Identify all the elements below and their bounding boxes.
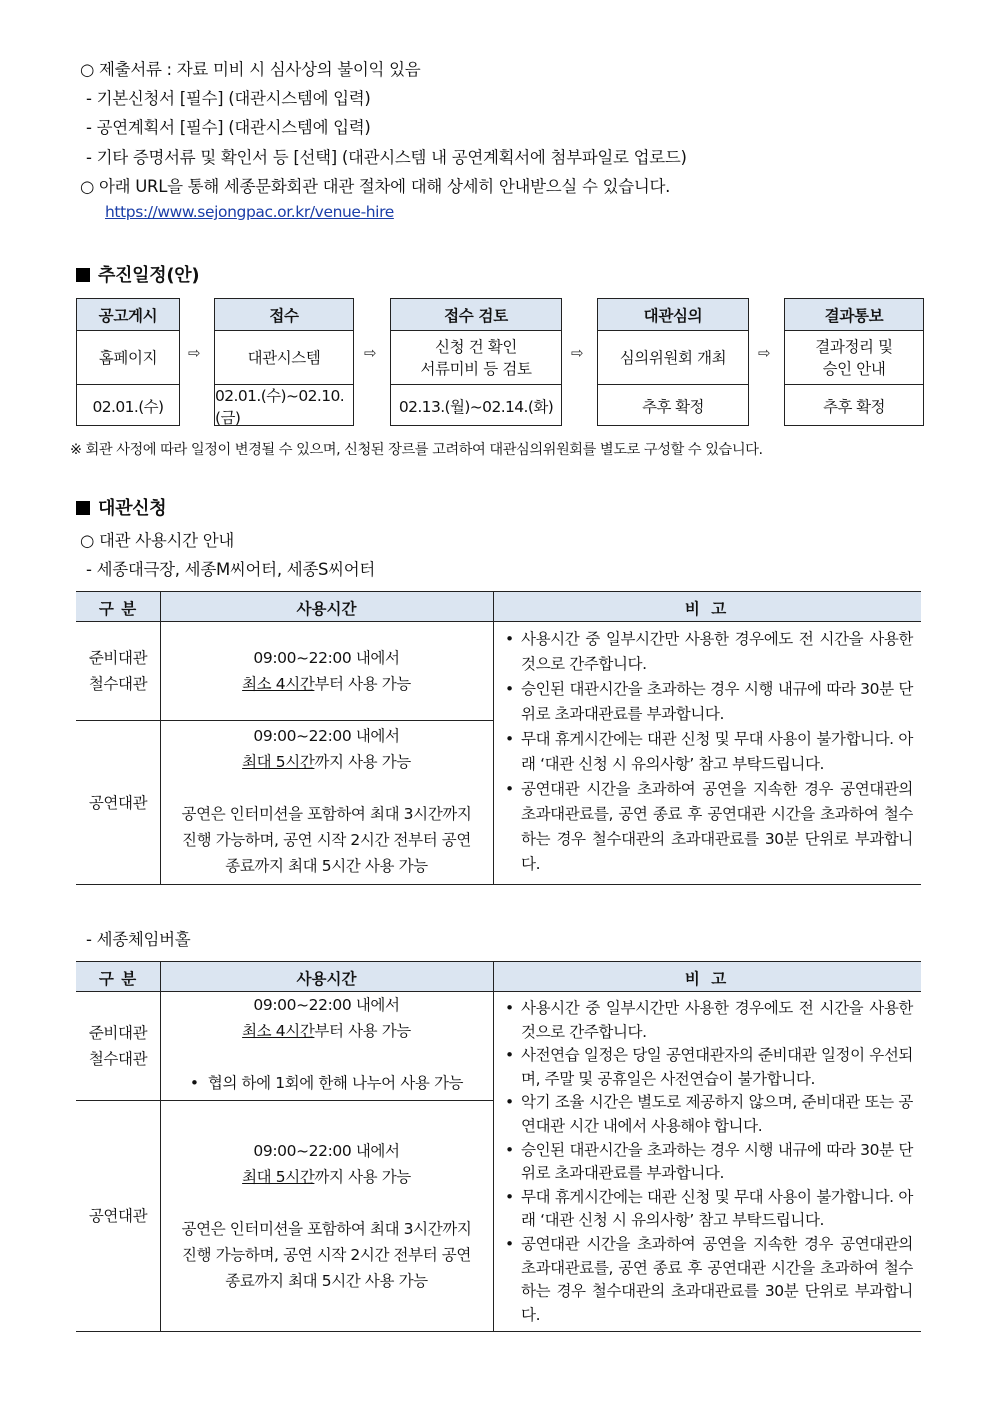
label-performance: 공연대관 xyxy=(88,1207,148,1225)
label-prep: 준비대관 xyxy=(88,649,148,667)
row-perf-label xyxy=(76,721,160,884)
application-heading xyxy=(76,494,166,520)
row-perf-time xyxy=(160,1101,493,1331)
perf-note-line: 공연은 인터미션을 포함하여 최대 3시간까지 xyxy=(181,1220,472,1238)
time-range: 09:00~22:00 내에서 xyxy=(253,649,400,667)
step-date: 02.01.(수)~02.10.(금) xyxy=(215,386,345,427)
max-hours-underlined: 최대 5시간 xyxy=(242,1168,315,1186)
step-title: 대관심의 xyxy=(598,299,748,331)
row-prep-label xyxy=(76,622,160,720)
perf-note-line: 종료까지 최대 5시간 사용 가능 xyxy=(225,857,428,875)
time-range: 09:00~22:00 내에서 xyxy=(253,727,400,745)
label-prep: 준비대관 xyxy=(88,1024,148,1042)
step-desc: 신청 건 확인 서류미비 등 검토 xyxy=(391,331,561,385)
row-prep-time xyxy=(160,622,493,720)
header-category: 구 분 xyxy=(98,969,138,988)
remark-item: • 사용시간 중 일부시간만 사용한 경우에도 전 시간을 사용한 것으로 간주합니다. xyxy=(503,627,913,677)
step-desc: 심의위원회 개최 xyxy=(598,331,748,385)
step-review xyxy=(390,298,562,426)
remark-item: • 사전연습 일정은 당일 공연대관자의 준비대관 일정이 우선되며, 주말 및 공휴일은 사전연습이 불가합니다. xyxy=(503,1044,913,1091)
header-usage-time: 사용시간 xyxy=(296,969,357,988)
row-perf-time xyxy=(160,721,493,884)
remark-item: • 사용시간 중 일부시간만 사용한 경우에도 전 시간을 사용한 것으로 간주합니다. xyxy=(503,997,913,1044)
max-hours-suffix: 까지 사용 가능 xyxy=(314,753,411,771)
arrow-right-icon: ⇨ xyxy=(571,344,584,362)
step-date: 추후 확정 xyxy=(823,397,885,416)
venue-group-1: - 세종대극장, 세종M씨어터, 세종S씨어터 xyxy=(86,560,376,579)
step-result xyxy=(784,298,924,426)
time-range: 09:00~22:00 내에서 xyxy=(253,1142,400,1160)
schedule-heading xyxy=(76,261,199,287)
header-remarks: 비 고 xyxy=(684,599,730,618)
max-hours-suffix: 까지 사용 가능 xyxy=(314,1168,411,1186)
remark-item: • 무대 휴게시간에는 대관 신청 및 무대 사용이 불가합니다. 아래 ‘대관 신청 시 유의사항’ 참고 부탁드립니다. xyxy=(503,727,913,777)
step-date: 02.01.(수) xyxy=(92,397,164,416)
min-hours-suffix: 부터 사용 가능 xyxy=(314,675,411,693)
step-reception xyxy=(214,298,354,426)
usage-time-guide: ○ 대관 사용시간 안내 xyxy=(80,531,235,550)
table-header-row xyxy=(76,961,921,992)
label-teardown: 철수대관 xyxy=(88,675,148,693)
header-remarks: 비 고 xyxy=(684,969,730,988)
doc-basic-application: - 기본신청서 [필수] (대관시스템에 입력) xyxy=(86,89,371,108)
step-title: 공고게시 xyxy=(77,299,179,331)
step-date: 추후 확정 xyxy=(642,397,704,416)
step-desc: 결과정리 및 승인 안내 xyxy=(785,331,923,385)
header-category: 구 분 xyxy=(98,599,138,618)
time-range: 09:00~22:00 내에서 xyxy=(253,996,400,1014)
row-prep-time xyxy=(160,992,493,1100)
step-desc: 대관시스템 xyxy=(215,331,353,385)
max-hours-underlined: 최대 5시간 xyxy=(242,753,315,771)
submission-docs-line: ○ 제출서류 : 자료 미비 시 심사상의 불이익 있음 xyxy=(80,60,421,79)
remark-item: • 공연대관 시간을 초과하여 공연을 지속한 경우 공연대관의 초과대관료를, 공연 종료 후 공연대관 시간을 초과하여 철수하는 경우 철수대관의 초과대관료를 30분 단위로 부과합니다. xyxy=(503,1233,913,1327)
min-hours-underlined: 최소 4시간 xyxy=(242,675,315,693)
remarks-list-1 xyxy=(503,627,913,877)
label-performance: 공연대관 xyxy=(88,793,148,812)
schedule-note: ※ 회관 사정에 따라 일정이 변경될 수 있으며, 신청된 장르를 고려하여 대관심의위원회를 별도로 구성할 수 있습니다. xyxy=(70,442,763,458)
doc-other-certificates: - 기타 증명서류 및 확인서 등 [선택] (대관시스템 내 공연계획서에 첨부파일로 업로드) xyxy=(86,148,687,167)
remark-item: • 악기 조율 시간은 별도로 제공하지 않으며, 준비대관 또는 공연대관 시간 내에서 사용해야 합니다. xyxy=(503,1091,913,1138)
usage-table-1 xyxy=(76,591,921,885)
application-heading-text: 대관신청 xyxy=(98,498,167,519)
arrow-right-icon: ⇨ xyxy=(364,344,377,362)
min-hours-suffix: 부터 사용 가능 xyxy=(314,1022,411,1040)
table-header-row xyxy=(76,591,921,622)
max-hours xyxy=(242,749,411,775)
step-deliberation xyxy=(597,298,749,426)
perf-note-line: 종료까지 최대 5시간 사용 가능 xyxy=(225,1272,428,1290)
step-title: 결과통보 xyxy=(785,299,923,331)
remarks-list-2 xyxy=(503,997,913,1327)
row-prep-label xyxy=(76,992,160,1100)
perf-note-line: 진행 가능하며, 공연 시작 2시간 전부터 공연 xyxy=(182,831,471,849)
max-hours xyxy=(242,1164,411,1190)
step-title: 접수 xyxy=(215,299,353,331)
row-perf-label xyxy=(76,1101,160,1331)
label-teardown: 철수대관 xyxy=(88,1050,148,1068)
url-guide-line: ○ 아래 URL을 통해 세종문화회관 대관 절차에 대해 상세히 안내받으실 수 있습니다. xyxy=(80,177,671,196)
arrow-right-icon: ⇨ xyxy=(188,344,201,362)
doc-performance-plan: - 공연계획서 [필수] (대관시스템에 입력) xyxy=(86,118,371,137)
step-desc: 홈페이지 xyxy=(77,331,179,385)
arrow-right-icon: ⇨ xyxy=(758,344,771,362)
venue-group-2: - 세종체임버홀 xyxy=(86,930,191,949)
perf-note-line: 진행 가능하며, 공연 시작 2시간 전부터 공연 xyxy=(182,1246,471,1264)
remark-item: • 승인된 대관시간을 초과하는 경우 시행 내규에 따라 30분 단위로 초과대관료를 부과합니다. xyxy=(503,1139,913,1186)
remark-item: • 무대 휴게시간에는 대관 신청 및 무대 사용이 불가합니다. 아래 ‘대관 신청 시 유의사항’ 참고 부탁드립니다. xyxy=(503,1186,913,1233)
header-usage-time: 사용시간 xyxy=(296,599,357,618)
perf-note-line: 공연은 인터미션을 포함하여 최대 3시간까지 xyxy=(181,805,472,823)
min-hours-underlined: 최소 4시간 xyxy=(242,1022,315,1040)
venue-hire-link[interactable]: https://www.sejongpac.or.kr/venue-hire xyxy=(105,203,394,221)
step-announcement xyxy=(76,298,180,426)
remark-item: • 승인된 대관시간을 초과하는 경우 시행 내규에 따라 30분 단위로 초과대관료를 부과합니다. xyxy=(503,677,913,727)
schedule-heading-text: 추진일정(안) xyxy=(98,265,200,286)
min-hours xyxy=(242,1018,411,1044)
step-date: 02.13.(월)~02.14.(화) xyxy=(398,397,554,416)
split-use-note: • 협의 하에 1회에 한해 나누어 사용 가능 xyxy=(190,1070,463,1096)
usage-table-2 xyxy=(76,961,921,1332)
step-title: 접수 검토 xyxy=(391,299,561,331)
square-bullet-icon xyxy=(76,268,90,282)
square-bullet-icon xyxy=(76,501,90,515)
min-hours xyxy=(242,671,411,697)
remark-item: • 공연대관 시간을 초과하여 공연을 지속한 경우 공연대관의 초과대관료를, 공연 종료 후 공연대관 시간을 초과하여 철수하는 경우 철수대관의 초과대관료를 30분 단위로 부과합니다. xyxy=(503,777,913,877)
